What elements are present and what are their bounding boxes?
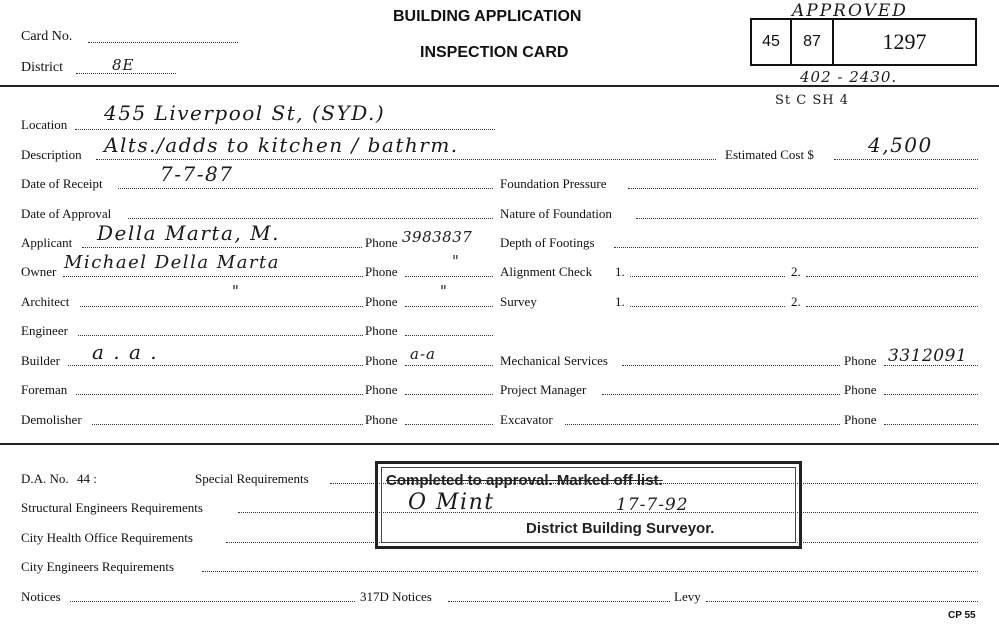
description-label: Description	[21, 147, 82, 162]
header-divider	[0, 85, 999, 87]
builder-phone-value: a-a	[410, 345, 436, 363]
date-of-approval-dotted-line	[128, 217, 493, 219]
owner-phone-dotted-line	[405, 275, 493, 277]
special-requirements-label: Special Requirements	[195, 471, 309, 486]
location-value: 455 Liverpool St, (SYD.)	[104, 101, 386, 125]
description-dotted-line	[96, 158, 716, 160]
alignment-check-2-dotted-line	[806, 275, 978, 277]
project-manager-phone-dotted-line	[884, 393, 978, 395]
foreman-phone-dotted-line	[405, 393, 493, 395]
alignment-check-num-2: 2.	[791, 264, 801, 279]
builder-dotted-line	[68, 364, 363, 366]
applicant-value: Della Marta, M.	[97, 221, 280, 245]
excavator-phone-label: Phone	[844, 412, 877, 427]
applicant-dotted-line	[82, 246, 362, 248]
architect-phone-value: "	[440, 282, 448, 300]
foreman-label: Foreman	[21, 382, 68, 397]
excavator-label: Excavator	[500, 412, 553, 427]
owner-phone-value: "	[452, 252, 460, 270]
excavator-phone-dotted-line	[884, 423, 978, 425]
id-cell-1: 45	[752, 20, 792, 64]
foreman-dotted-line	[76, 393, 363, 395]
stamp-line-2: District Building Surveyor.	[526, 520, 715, 537]
builder-label: Builder	[21, 353, 60, 368]
demolisher-phone-dotted-line	[405, 423, 493, 425]
date-of-receipt-value: 7-7-87	[160, 162, 234, 186]
estimated-cost-value: 4,500	[868, 133, 933, 157]
demolisher-dotted-line	[92, 423, 363, 425]
da-no-value: 44 :	[77, 471, 97, 486]
engineer-phone-dotted-line	[405, 334, 493, 336]
approved-stamp: APPROVED	[792, 1, 908, 21]
project-manager-phone-label: Phone	[844, 382, 877, 397]
card-no-dotted-line	[88, 41, 238, 43]
stamp-signature: O Mint	[408, 490, 495, 515]
owner-phone-label: Phone	[365, 264, 398, 279]
notices-317d-dotted-line	[448, 600, 670, 602]
nature-of-foundation-label: Nature of Foundation	[500, 206, 612, 221]
location-label: Location	[21, 117, 68, 132]
estimated-cost-label: Estimated Cost $	[725, 147, 814, 162]
description-value: Alts./adds to kitchen / bathrm.	[104, 133, 459, 157]
owner-label: Owner	[21, 264, 57, 279]
location-dotted-line	[75, 128, 495, 130]
architect-label: Architect	[21, 294, 70, 309]
id-number: 1297	[882, 29, 927, 54]
survey-num-2: 2.	[791, 294, 801, 309]
form-code: CP 55	[948, 610, 976, 621]
stamp-line-1: Completed to approval. Marked off list.	[386, 472, 663, 489]
nature-of-foundation-dotted-line	[636, 217, 978, 219]
survey-1-dotted-line	[630, 305, 785, 307]
notices-317d-label: 317D Notices	[360, 589, 432, 604]
excavator-dotted-line	[565, 423, 840, 425]
demolisher-label: Demolisher	[21, 412, 82, 427]
applicant-phone-label: Phone	[365, 235, 398, 250]
survey-label: Survey	[500, 294, 537, 309]
engineer-label: Engineer	[21, 323, 68, 338]
engineer-dotted-line	[78, 334, 363, 336]
notices-dotted-line	[70, 600, 355, 602]
survey-num-1: 1.	[615, 294, 625, 309]
district-value: 8E	[112, 56, 135, 74]
depth-of-footings-dotted-line	[614, 246, 978, 248]
foundation-pressure-dotted-line	[628, 187, 978, 189]
foreman-phone-label: Phone	[365, 382, 398, 397]
reference-number: 402 - 2430.	[800, 68, 898, 86]
mechanical-services-label: Mechanical Services	[500, 353, 608, 368]
project-manager-dotted-line	[602, 393, 840, 395]
architect-value: "	[232, 282, 240, 300]
card-no-label: Card No.	[21, 29, 73, 44]
id-cell-2: 87	[792, 20, 834, 64]
middle-divider	[0, 443, 999, 445]
stamp-date: 17-7-92	[616, 495, 689, 515]
architect-phone-label: Phone	[365, 294, 398, 309]
applicant-phone-value: 3983837	[402, 228, 473, 246]
mechanical-phone-value: 3312091	[888, 346, 968, 366]
survey-2-dotted-line	[806, 305, 978, 307]
owner-dotted-line	[63, 275, 363, 277]
date-of-receipt-dotted-line	[118, 187, 493, 189]
district-label: District	[21, 60, 63, 75]
city-engineers-label: City Engineers Requirements	[21, 559, 175, 574]
alignment-check-1-dotted-line	[630, 275, 785, 277]
title-line-1: BUILDING APPLICATION	[393, 8, 582, 25]
city-health-label: City Health Office Requirements	[21, 530, 193, 545]
notices-label: Notices	[21, 589, 61, 604]
date-of-receipt-label: Date of Receipt	[21, 176, 103, 191]
demolisher-phone-label: Phone	[365, 412, 398, 427]
estimated-cost-dotted-line	[834, 158, 978, 160]
builder-value: a . a .	[92, 340, 159, 364]
applicant-label: Applicant	[21, 235, 73, 250]
levy-dotted-line	[706, 600, 978, 602]
foundation-pressure-label: Foundation Pressure	[500, 176, 607, 191]
reference-code: St C SH 4	[775, 93, 849, 108]
builder-phone-label: Phone	[365, 353, 398, 368]
completion-stamp	[375, 461, 802, 549]
date-of-approval-label: Date of Approval	[21, 206, 112, 221]
mechanical-services-dotted-line	[622, 364, 840, 366]
mechanical-phone-label: Phone	[844, 353, 877, 368]
alignment-check-label: Alignment Check	[500, 264, 593, 279]
depth-of-footings-label: Depth of Footings	[500, 235, 595, 250]
engineer-phone-label: Phone	[365, 323, 398, 338]
alignment-check-num-1: 1.	[615, 264, 625, 279]
structural-engineers-label: Structural Engineers Requirements	[21, 500, 203, 515]
levy-label: Levy	[674, 589, 701, 604]
architect-dotted-line	[80, 305, 363, 307]
city-engineers-dotted-line	[202, 570, 978, 572]
project-manager-label: Project Manager	[500, 382, 587, 397]
title-line-2: INSPECTION CARD	[420, 44, 569, 61]
card-id-box	[750, 18, 977, 66]
owner-value: Michael Della Marta	[64, 252, 281, 273]
da-no-label: D.A. No.	[21, 471, 69, 486]
architect-phone-dotted-line	[405, 305, 493, 307]
